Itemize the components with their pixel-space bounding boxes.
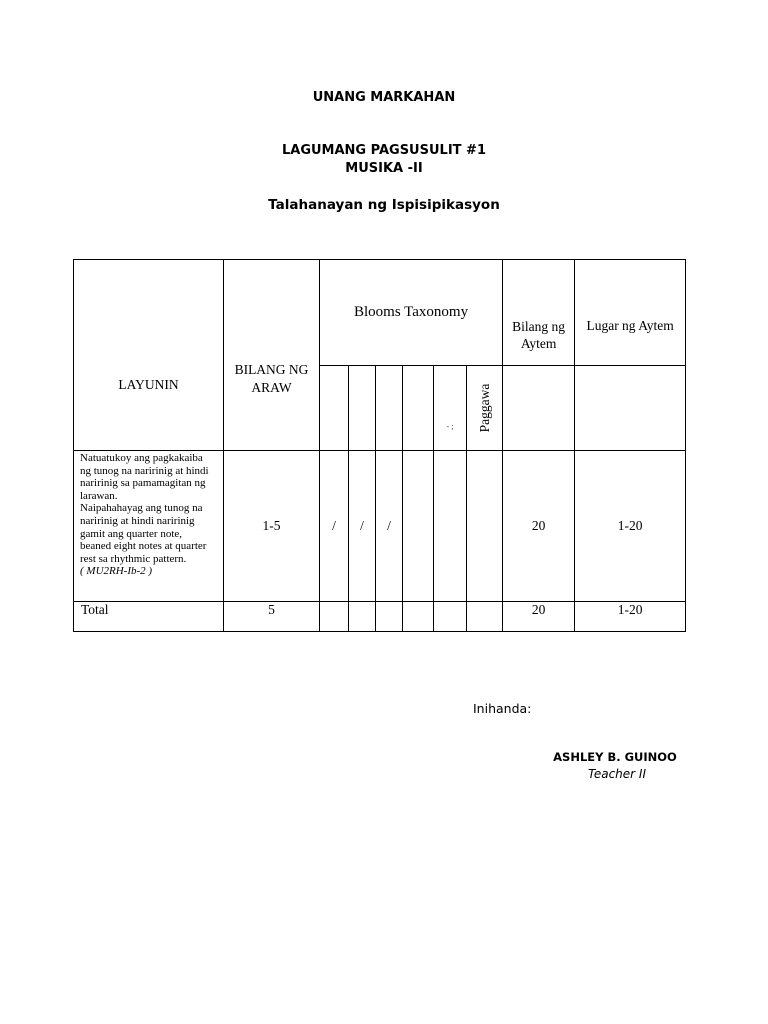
author-name: ASHLEY B. GUINOO	[553, 750, 677, 764]
total-bilang: 20	[503, 602, 575, 632]
objective-line: Naipahahayag ang tunog na	[80, 502, 203, 515]
test-title: LAGUMANG PAGSUSULIT #1	[281, 143, 486, 158]
objective-line: rest sa rhythmic pattern.	[80, 552, 187, 565]
objective-line: larawan.	[80, 489, 118, 502]
prepared-by-label: Inihanda:	[473, 701, 532, 716]
objective-line: beaned eight notes at quarter	[80, 540, 207, 553]
objective-code: ( MU2RH-Ib-2 )	[80, 565, 153, 578]
blooms-sub-5-label: - ;	[446, 422, 454, 431]
blooms-sub-6	[467, 366, 503, 451]
blooms-sub-4	[403, 366, 434, 451]
objective-line: naririnig at hindi naririnig	[80, 514, 195, 527]
blooms-sub-3	[376, 366, 403, 451]
header-bilang-ng-araw: BILANG NG ARAW	[224, 260, 320, 451]
header-bilang-blank	[503, 366, 575, 451]
total-blooms-2	[349, 602, 376, 632]
total-blooms-5	[434, 602, 467, 632]
objective-line: gamit ang quarter note,	[80, 527, 183, 540]
header-lugar-ng-aytem: Lugar ng Aytem	[575, 260, 686, 366]
objective-line: naririnig sa pamamagitan ng	[80, 477, 206, 490]
row-blooms-mark-1: /	[320, 451, 349, 602]
row-blooms-mark-2: /	[349, 451, 376, 602]
header-layunin: LAYUNIN	[74, 260, 224, 451]
header-blooms-taxonomy: Blooms Taxonomy	[320, 260, 503, 366]
objective-line: ng tunog na naririnig at hindi	[80, 464, 209, 477]
total-lugar: 1-20	[575, 602, 686, 632]
row-blooms-mark-3: /	[376, 451, 403, 602]
total-blooms-3	[376, 602, 403, 632]
total-label: Total	[74, 602, 224, 632]
header-bilang-ng-aytem: Bilang ng Aytem	[503, 260, 575, 366]
table-title: Talahanayan ng Ispisipikasyon	[268, 197, 500, 213]
total-blooms-1	[320, 602, 349, 632]
total-araw: 5	[224, 602, 320, 632]
blooms-sub-paggawa: Paggawa	[476, 383, 492, 433]
blooms-sub-1	[320, 366, 349, 451]
row-blooms-mark-5	[434, 451, 467, 602]
row-lugar-ng-aytem: 1-20	[575, 451, 686, 602]
author-role: Teacher II	[588, 767, 646, 781]
subject-title: MUSIKA -II	[345, 161, 423, 176]
header-lugar-blank	[575, 366, 686, 451]
specification-table	[73, 259, 686, 632]
total-blooms-6	[467, 602, 503, 632]
objective-cell	[74, 451, 224, 602]
row-blooms-mark-6	[467, 451, 503, 602]
blooms-sub-2	[349, 366, 376, 451]
total-blooms-4	[403, 602, 434, 632]
blooms-sub-5	[434, 366, 467, 451]
objective-line: Natuatukoy ang pagkakaiba	[80, 452, 203, 464]
quarter-heading: UNANG MARKAHAN	[312, 90, 456, 105]
row-blooms-mark-4	[403, 451, 434, 602]
row-araw: 1-5	[224, 451, 320, 602]
row-bilang-ng-aytem: 20	[503, 451, 575, 602]
